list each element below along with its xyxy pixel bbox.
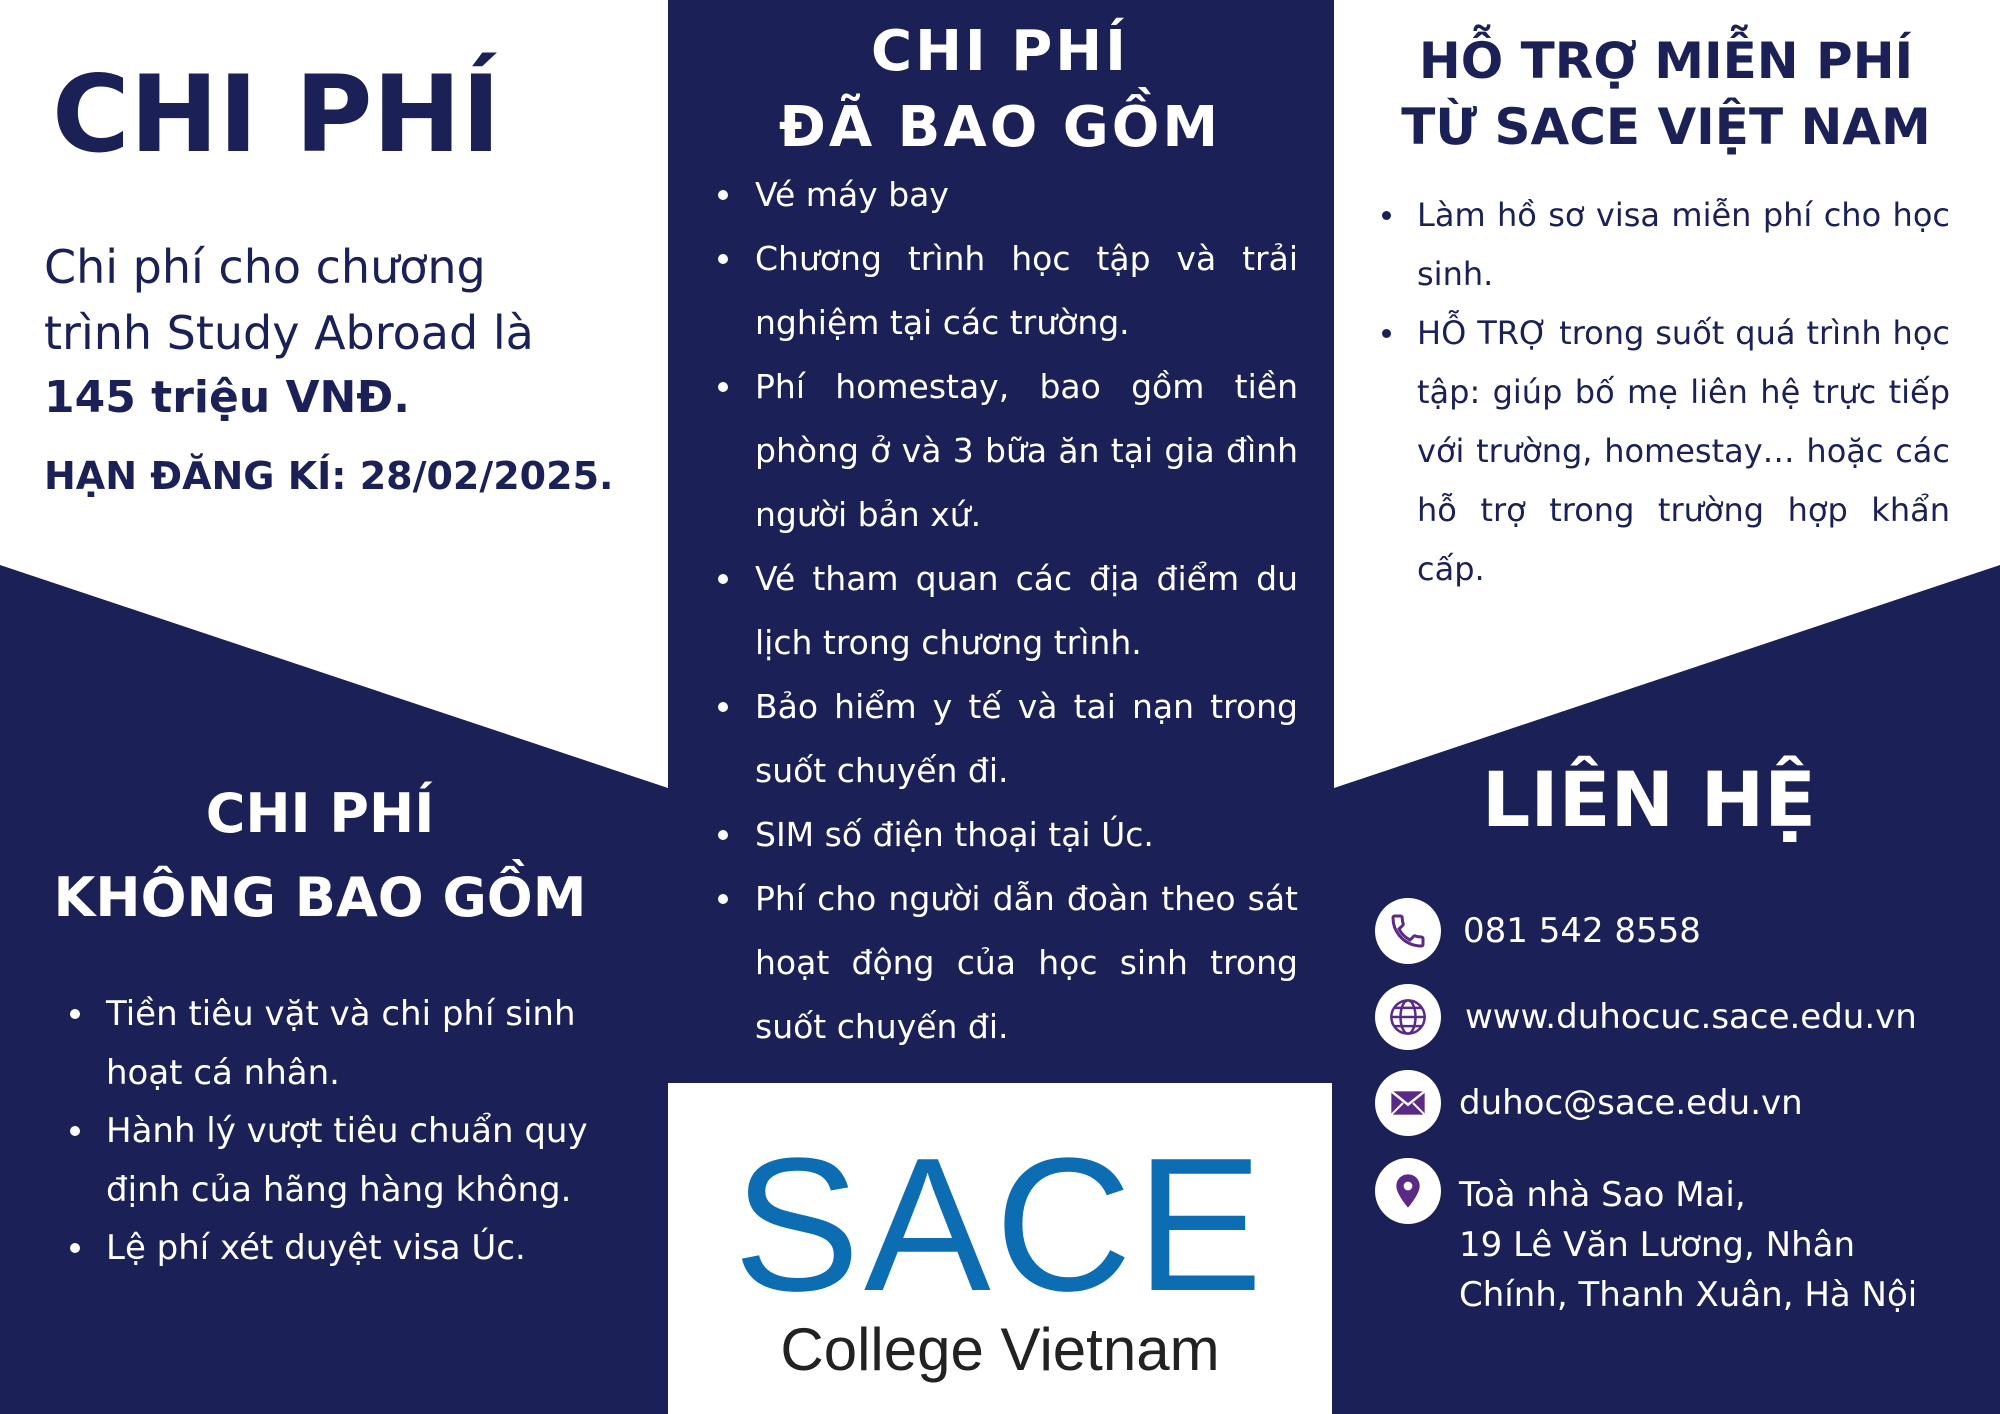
logo-subtitle: College Vietnam <box>780 1316 1220 1383</box>
phone-icon <box>1375 898 1441 964</box>
registration-deadline: HẠN ĐĂNG KÍ: 28/02/2025. <box>44 454 614 498</box>
excluded-costs-heading <box>20 772 620 940</box>
list-item: Vé tham quan các địa điểm du lịch trong chương trình. <box>718 547 1298 675</box>
list-item: Làm hồ sơ visa miễn phí cho học sinh. <box>1382 186 1950 304</box>
page-title: CHI PHÍ <box>52 53 501 176</box>
list-item: Vé máy bay <box>718 163 1298 227</box>
globe-icon <box>1375 984 1441 1050</box>
included-costs-heading <box>668 14 1332 166</box>
mail-icon <box>1375 1070 1441 1136</box>
sace-logo <box>668 1083 1332 1414</box>
list-item: SIM số điện thoại tại Úc. <box>718 803 1298 867</box>
excluded-title-line1: CHI PHÍ <box>205 782 435 845</box>
cost-intro-text: Chi phí cho chương trình Study Abroad là <box>44 240 534 360</box>
address-line-1: Toà nhà Sao Mai, <box>1459 1175 1746 1215</box>
list-item: Bảo hiểm y tế và tai nạn trong suốt chuyến đi. <box>718 675 1298 803</box>
location-pin-icon <box>1375 1158 1441 1224</box>
list-item: Hành lý vượt tiêu chuẩn quy định của hãng hàng không. <box>70 1102 640 1219</box>
excluded-costs-list <box>70 985 640 1278</box>
address-line-2: 19 Lê Văn Lương, Nhân <box>1459 1225 1855 1265</box>
list-item: Tiền tiêu vặt và chi phí sinh hoạt cá nhân. <box>70 985 640 1102</box>
list-item: HỖ TRỢ trong suốt quá trình học tập: giúp bố mẹ liên hệ trực tiếp với trường, homestay… hoặc các hỗ trợ trong trường hợp khẩn cấp. <box>1382 304 1950 599</box>
support-title-line2: TỪ SACE VIỆT NAM <box>1401 98 1931 156</box>
included-title-line2: ĐÃ BAO GỒM <box>778 95 1222 160</box>
excluded-title-line2: KHÔNG BAO GỒM <box>53 866 587 929</box>
cost-price: 145 triệu VNĐ. <box>44 372 410 423</box>
website-link: www.duhocuc.sace.edu.vn <box>1465 997 1917 1037</box>
list-item: Chương trình học tập và trải nghiệm tại các trường. <box>718 227 1298 355</box>
email-link: duhoc@sace.edu.vn <box>1459 1083 1803 1123</box>
list-item: Phí cho người dẫn đoàn theo sát hoạt động của học sinh trong suốt chuyến đi. <box>718 867 1298 1059</box>
phone-number: 081 542 8558 <box>1463 911 1701 951</box>
included-costs-list <box>718 163 1298 1059</box>
list-item: Lệ phí xét duyệt visa Úc. <box>70 1219 640 1278</box>
address-text <box>1459 1170 1917 1320</box>
contact-heading: LIÊN HỆ <box>1481 755 1817 844</box>
free-support-list <box>1382 186 1950 599</box>
address-line-3: Chính, Thanh Xuân, Hà Nội <box>1459 1275 1918 1315</box>
logo-wordmark: SACE <box>733 1119 1267 1331</box>
included-title-line1: CHI PHÍ <box>870 19 1130 84</box>
support-title-line1: HỖ TRỢ MIỄN PHÍ <box>1418 32 1914 90</box>
free-support-heading <box>1334 28 1998 160</box>
list-item: Phí homestay, bao gồm tiền phòng ở và 3 bữa ăn tại gia đình người bản xứ. <box>718 355 1298 547</box>
